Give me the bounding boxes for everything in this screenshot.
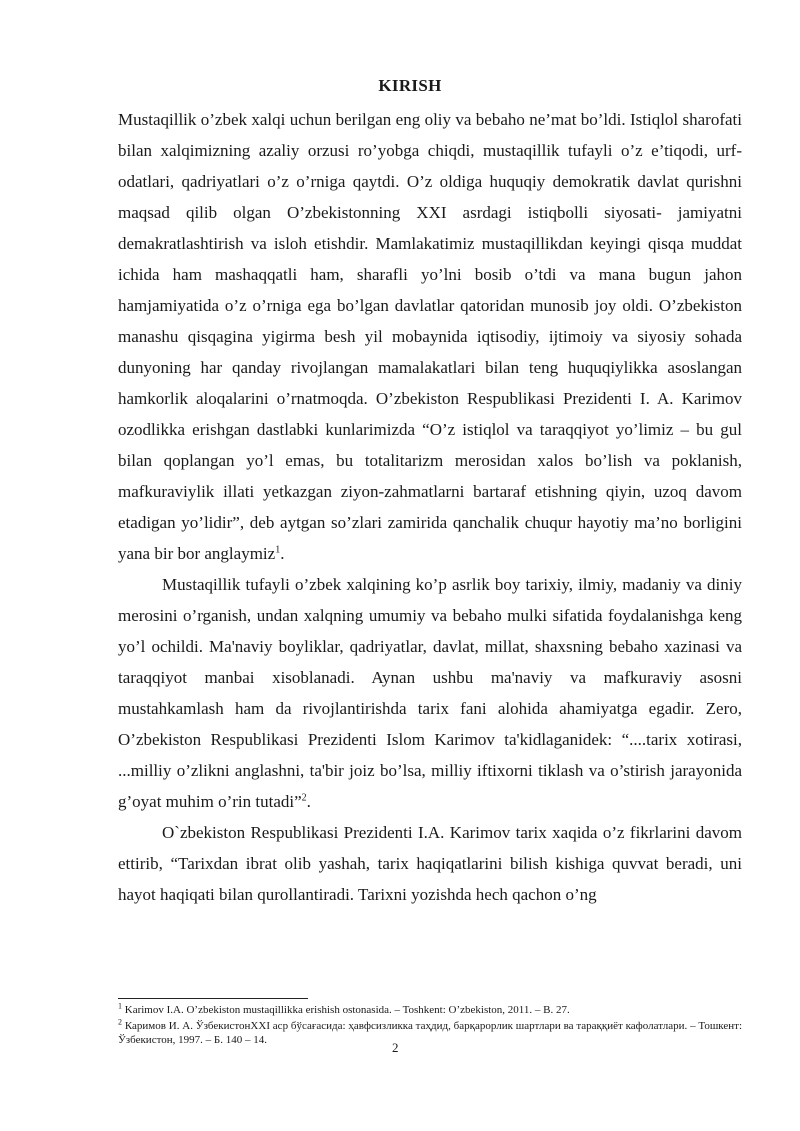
footnote-ref-1[interactable]: 1 — [275, 544, 281, 556]
footnote-2 — [118, 1019, 742, 1047]
paragraph-2 — [118, 569, 742, 817]
footnote-divider — [118, 998, 308, 999]
paragraph-1-tail: . — [280, 544, 285, 563]
footnote-ref-2[interactable]: 2 — [301, 792, 307, 804]
body-text — [118, 104, 742, 910]
paragraph-3-text: O`zbekiston Respublikasi Prezidenti I.A. Karimov tarix xaqida o’z fikrlarini davom ettirib, “Tarixdan ibrat olib yashah, tarix haqiqatlarini bilish kishiga quvvat beradi, uni hayot haqiqati bilan qurollantiradi. Tarixni yozishda hech qachon o’ng — [118, 823, 742, 904]
footnote-2-text: Каримов И. А. ЎзбекистонXXI аср бўсағасида: ҳавфсизликка таҳдид, барқарорлик шартлари ва тараққиёт кафолатлари. – Тошкент: Ўзбекистон, 1997. – Б. 140 – 14. — [118, 1020, 743, 1046]
footnote-2-number: 2 — [118, 1017, 122, 1027]
footnotes — [118, 1003, 742, 1049]
paragraph-2-tail: . — [306, 792, 311, 811]
paragraph-1 — [118, 104, 742, 569]
section-title: KIRISH — [378, 76, 442, 95]
footnote-1-number: 1 — [118, 1001, 122, 1011]
footnote-1 — [118, 1003, 742, 1017]
paragraph-1-text: Mustaqillik o’zbek xalqi uchun berilgan eng oliy va bebaho ne’mat bo’ldi. Istiqlol sharofati bilan xalqimizning azaliy orzusi ro’yobga chiqdi, mustaqillik tufayli o’z e’tiqodi, urf-odatlari, qadriyatlari o’z o’rniga qaytdi. O’z oldiga huquqiy demokratik davlat qurishni maqsad qilib olgan O’zbekistonning XXI asrdagi istiqbolli siyosati- jamiyatni demakratlashtirish va isloh etishdir. Mamlakatimiz mustaqillikdan keyingi qisqa muddat ichida ham mashaqqatli ham, sharafli yo’lni bosib o’tdi va mana bugun jahon hamjamiyatida o’z o’rniga ega bo’lgan davlatlar qatoridan munosib joy oldi. O’zbekiston manashu qisqagina yigirma besh yil mobaynida iqtisodiy, ijtimoiy va siyosiy sohada dunyoning har qanday rivojlangan mamalakatlari bilan teng huquqiylikka asoslangan hamkorlik aloqalarini o’rnatmoqda. O’zbekiston Respublikasi Prezidenti I. A. Karimov ozodlikka erishgan dastlabki kunlarimizda “O’z istiqlol va taraqqiyot yo’limiz – bu gul bilan qoplangan yo’l emas, bu totalitarizm merosidan xalos bo’lish va poklanish, mafkuraviylik illati yetkazgan ziyon-zahmatlarni bartaraf etishning qiyin, uzoq davom etadigan yo’lidir”, deb aytgan so’zlari zamirida qanchalik chuqur hayotiy ma’no borligini yana bir bor anglaymiz — [118, 110, 742, 563]
paragraph-2-text: Mustaqillik tufayli o’zbek xalqining ko’p asrlik boy tarixiy, ilmiy, madaniy va diniy merosini o’rganish, undan xalqning umumiy va bebaho mulki sifatida foydalanishga keng yo’l ochildi. Ma'naviy boyliklar, qadriyatlar, davlat, millat, shaxsning bebaho xazinasi va taraqqiyot manbai xisoblanadi. Aynan ushbu ma'naviy va mafkuraviy asosni mustahkamlash ham da rivojlantirishda tarix fani alohida ahamiyatga egadir. Zero, O’zbekiston Respublikasi Prezidenti Islom Karimov ta'kidlaganidek: “....tarix xotirasi, ...milliy o’zlikni anglashni, ta'bir joiz bo’lsa, milliy iftixorni tiklash va o’stirish jarayonida g’oyat muhim o’rin tutadi” — [118, 575, 742, 811]
footnote-1-text: Karimov I.A. O’zbekiston mustaqillikka erishish ostonasida. – Toshkent: O’zbekiston, 2011. – B. 27. — [124, 1004, 570, 1016]
paragraph-3 — [118, 817, 742, 910]
page-number: 2 — [392, 1040, 399, 1055]
